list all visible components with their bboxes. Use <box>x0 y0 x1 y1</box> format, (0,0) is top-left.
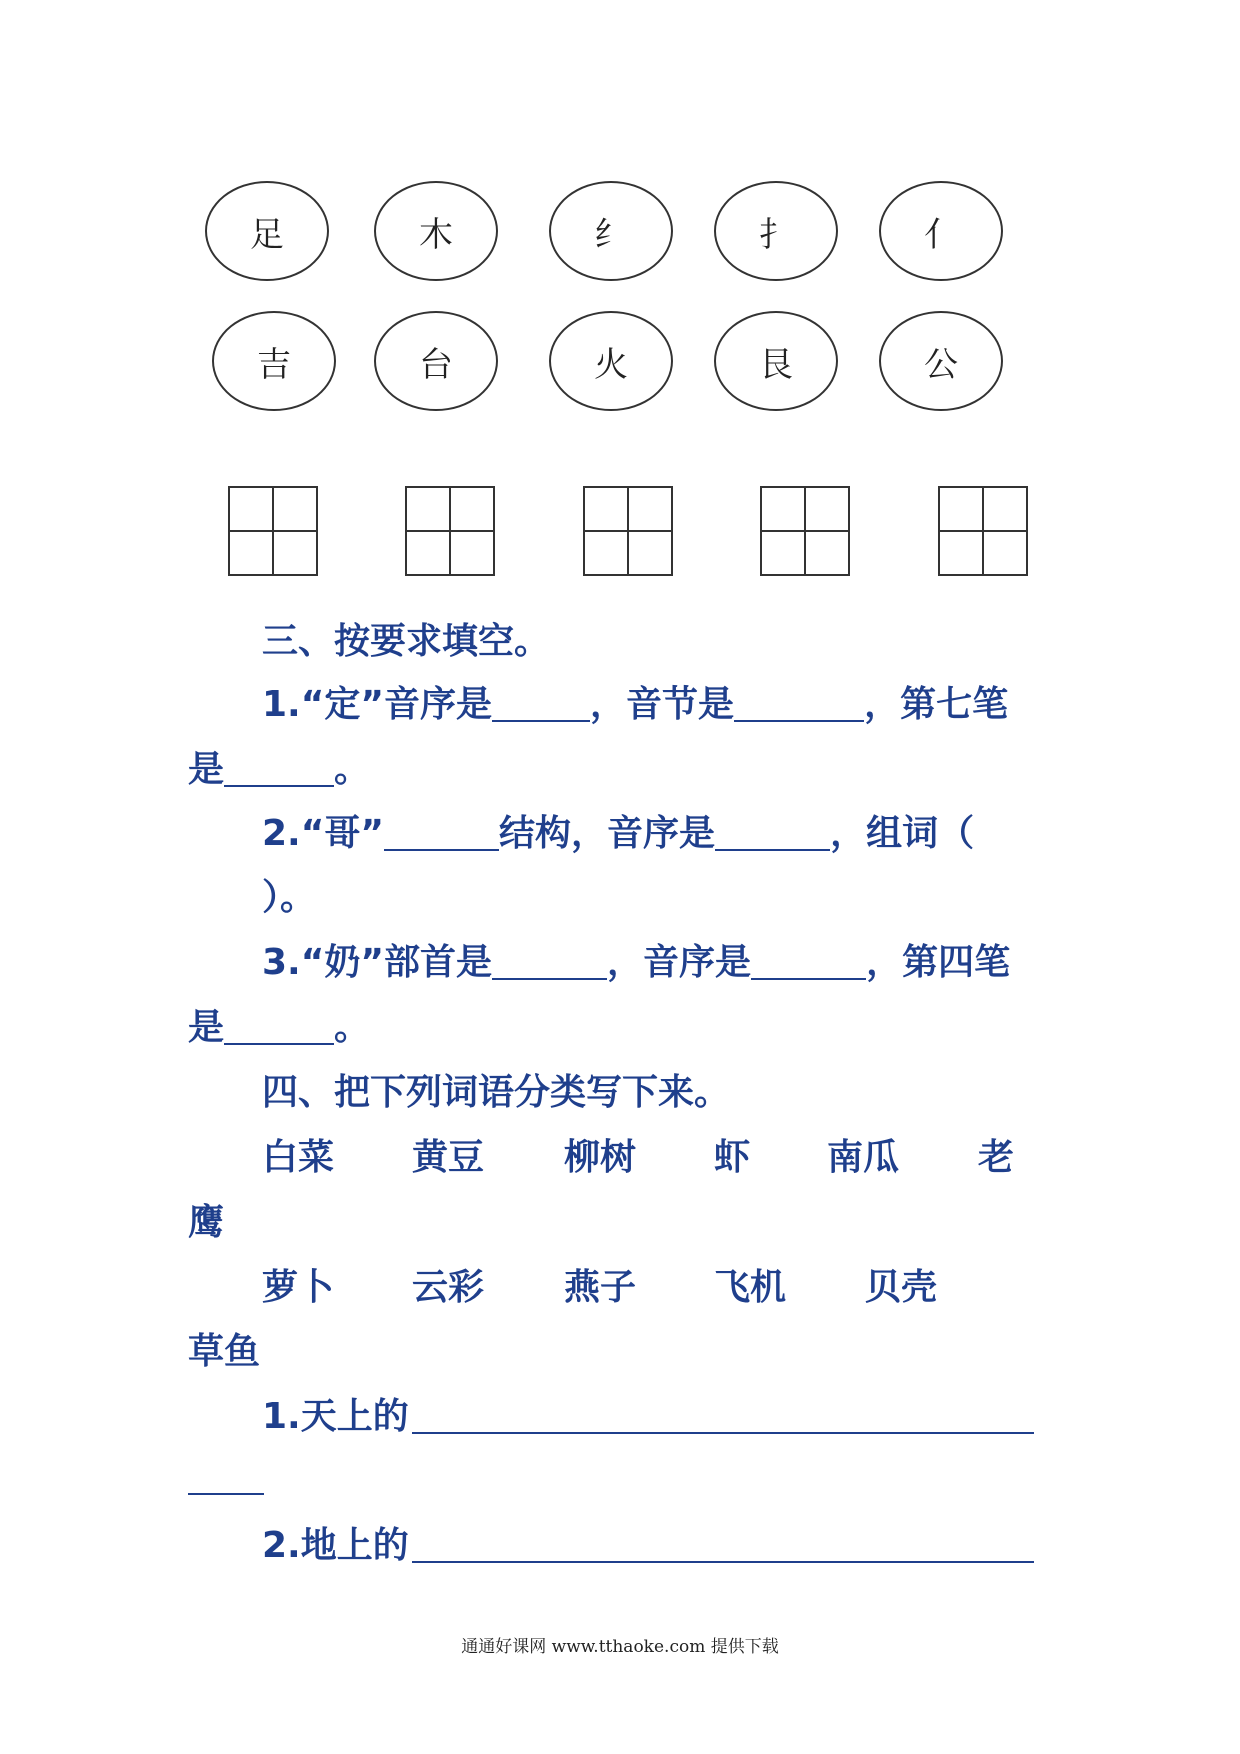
q3-blank-2[interactable] <box>751 946 866 980</box>
writing-grid[interactable] <box>583 486 673 576</box>
q1-blank-3[interactable] <box>224 753 334 787</box>
q1-blank-2[interactable] <box>734 688 864 722</box>
q3-text-c: ，第四笔 <box>866 942 1011 983</box>
radical-oval: 足 <box>205 181 329 281</box>
word-item: 白菜 <box>262 1137 335 1178</box>
word-item: 黄豆 <box>412 1137 485 1178</box>
component-oval: 火 <box>549 311 673 411</box>
radical-oval: 木 <box>374 181 498 281</box>
q3-blank-1[interactable] <box>492 946 607 980</box>
classify-item-1: 1.天上的 <box>262 1396 409 1437</box>
word-item: 飞机 <box>714 1267 787 1308</box>
q3-text-d: 是 <box>188 1007 225 1048</box>
word-item: 贝壳 <box>865 1267 938 1308</box>
question-1-cont <box>188 749 371 790</box>
q2-text-c: ，组词（ <box>830 813 975 854</box>
classify-item-2: 2.地上的 <box>262 1525 409 1566</box>
question-2-cont: ）。 <box>262 877 317 918</box>
q1-text-a: 1.“定”音序是 <box>262 684 493 725</box>
q1-text-d: 是 <box>188 749 225 790</box>
writing-grid[interactable] <box>760 486 850 576</box>
q1-blank-1[interactable] <box>492 688 590 722</box>
q1-text-c: ，第七笔 <box>864 684 1009 725</box>
word-item: 云彩 <box>412 1267 485 1308</box>
section4-title: 四、把下列词语分类写下来。 <box>262 1072 731 1113</box>
radical-oval: 亻 <box>879 181 1003 281</box>
q2-text-a: 2.“哥” <box>262 813 385 854</box>
writing-grid[interactable] <box>405 486 495 576</box>
radical-oval: 扌 <box>714 181 838 281</box>
q3-end: 。 <box>334 1007 371 1048</box>
classify-answer-line-1-cont[interactable] <box>188 1493 264 1495</box>
writing-grid[interactable] <box>938 486 1028 576</box>
word-item: 萝卜 <box>262 1267 335 1308</box>
word-item: 老 <box>978 1137 1015 1178</box>
word-item: 南瓜 <box>827 1137 900 1178</box>
word-item-wrap: 草鱼 <box>188 1331 261 1372</box>
component-oval: 吉 <box>212 311 336 411</box>
q3-text-a: 3.“奶”部首是 <box>262 942 493 983</box>
q3-blank-3[interactable] <box>224 1011 334 1045</box>
word-item-wrap: 鹰 <box>188 1202 225 1243</box>
question-3-cont <box>188 1007 371 1048</box>
section3-title: 三、按要求填空。 <box>262 621 551 662</box>
word-item: 燕子 <box>564 1267 637 1308</box>
word-item: 柳树 <box>564 1137 637 1178</box>
q1-text-b: ，音节是 <box>590 684 735 725</box>
classify-answer-line-1[interactable] <box>412 1432 1034 1434</box>
page-footer: 通通好课网 www.tthaoke.com 提供下载 <box>461 1637 779 1657</box>
q2-text-b: 结构，音序是 <box>499 813 716 854</box>
q2-blank-1[interactable] <box>384 817 499 851</box>
q1-end: 。 <box>334 749 371 790</box>
radical-oval: 纟 <box>549 181 673 281</box>
component-oval: 艮 <box>714 311 838 411</box>
q3-text-b: ，音序是 <box>607 942 752 983</box>
classify-answer-line-2[interactable] <box>412 1561 1034 1563</box>
writing-grid[interactable] <box>228 486 318 576</box>
question-3 <box>262 942 1011 983</box>
q2-blank-2[interactable] <box>715 817 830 851</box>
question-1 <box>262 684 1009 725</box>
component-oval: 台 <box>374 311 498 411</box>
question-2 <box>262 813 975 854</box>
component-oval: 公 <box>879 311 1003 411</box>
radical-ovals <box>0 0 1240 440</box>
word-item: 虾 <box>714 1137 751 1178</box>
